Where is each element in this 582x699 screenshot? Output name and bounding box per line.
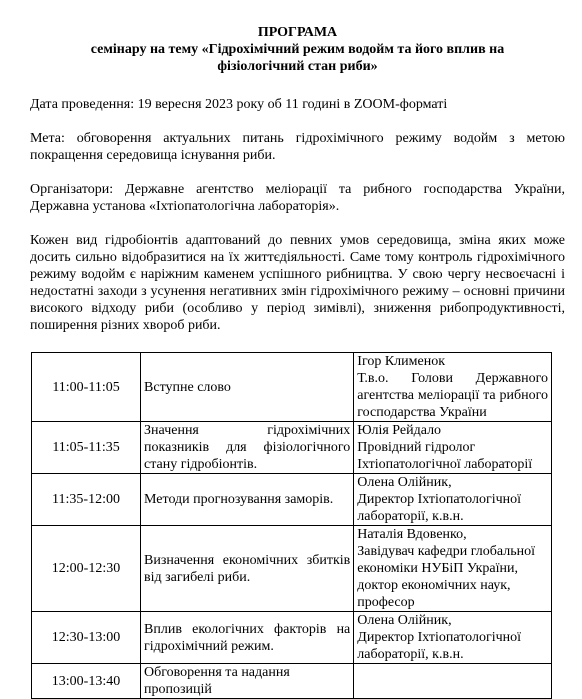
agenda-topic: Вступне слово [141,353,354,422]
speaker-name: Юлія Рейдало [357,423,442,438]
agenda-speaker [354,612,552,664]
agenda-time: 12:00-12:30 [32,526,141,612]
speaker-name: Наталія Вдовенко, [357,527,467,542]
agenda-speaker [354,474,552,526]
speaker-position: Т.в.о. Голови Державного агентства меліорації та рибного господарства України [357,371,548,420]
doc-subtitle: семінару на тему «Гідрохімічний режим водойм та його вплив на фізіологічний стан риби» [90,42,505,74]
speaker-position: Провідний гідролог Іхтіопатологічної лабораторії [357,440,533,472]
agenda-speaker [354,526,552,612]
agenda-row [32,526,552,612]
agenda-topic: Методи прогнозування заморів. [141,474,354,526]
agenda-time: 12:30-13:00 [32,612,141,664]
agenda-time: 11:00-11:05 [32,353,141,422]
organizers-paragraph: Організатори: Державне агентство меліорації та рибного господарства України, Державна установа «Іхтіопатологічна лабораторія». [30,182,565,214]
agenda-topic: Значення гідрохімічних показників для фізіологічного стану гідробіонтів. [141,422,354,474]
agenda-topic: Обговорення та надання пропозицій [141,664,354,699]
speaker-name: Олена Олійник, [357,613,452,628]
speaker-name: Олена Олійник, [357,475,452,490]
doc-title: ПРОГРАМА [257,25,338,40]
intro-paragraph: Кожен вид гідробіонтів адаптований до певних умов середовища, зміна яких може досить сильно відобразитися на їх життєдіяльності. Саме тому контроль гідрохімічного режиму водойм є наріжним каменем успішного рибництва. У свою чергу несвоєчасні і недостатні заходи з усунення негативних змін гідрохімічного режиму – основні причини високого відходу риби (особливо у період зимівлі), зниження рибопродуктивності, поширення різних хвороб риби. [30,233,565,333]
speaker-position: Завідувач кафедри глобальної економіки НУБіП України, доктор економічних наук, професор [357,544,536,610]
goal-paragraph: Мета: обговорення актуальних питань гідрохімічного режиму водойм з метою покращення середовища існування риби. [30,131,565,163]
date-line: Дата проведення: 19 вересня 2023 року об 11 годині в ZOOM-форматі [30,97,448,112]
agenda-speaker [354,664,552,699]
agenda-time: 13:00-13:40 [32,664,141,699]
agenda-topic: Вплив екологічних факторів на гідрохімічний режим. [141,612,354,664]
agenda-time: 11:35-12:00 [32,474,141,526]
agenda-row [32,422,552,474]
agenda-row [32,664,552,699]
agenda-speaker [354,422,552,474]
agenda-speaker [354,353,552,422]
agenda-row [32,612,552,664]
agenda-time: 11:05-11:35 [32,422,141,474]
speaker-position: Директор Іхтіопатологічної лабораторії, к.в.н. [357,492,522,524]
speaker-position: Директор Іхтіопатологічної лабораторії, к.в.н. [357,630,522,662]
agenda-row [32,353,552,422]
agenda-topic: Визначення економічних збитків від загибелі риби. [141,526,354,612]
agenda-table [31,352,552,699]
speaker-name: Ігор Клименок [357,354,446,369]
agenda-row [32,474,552,526]
